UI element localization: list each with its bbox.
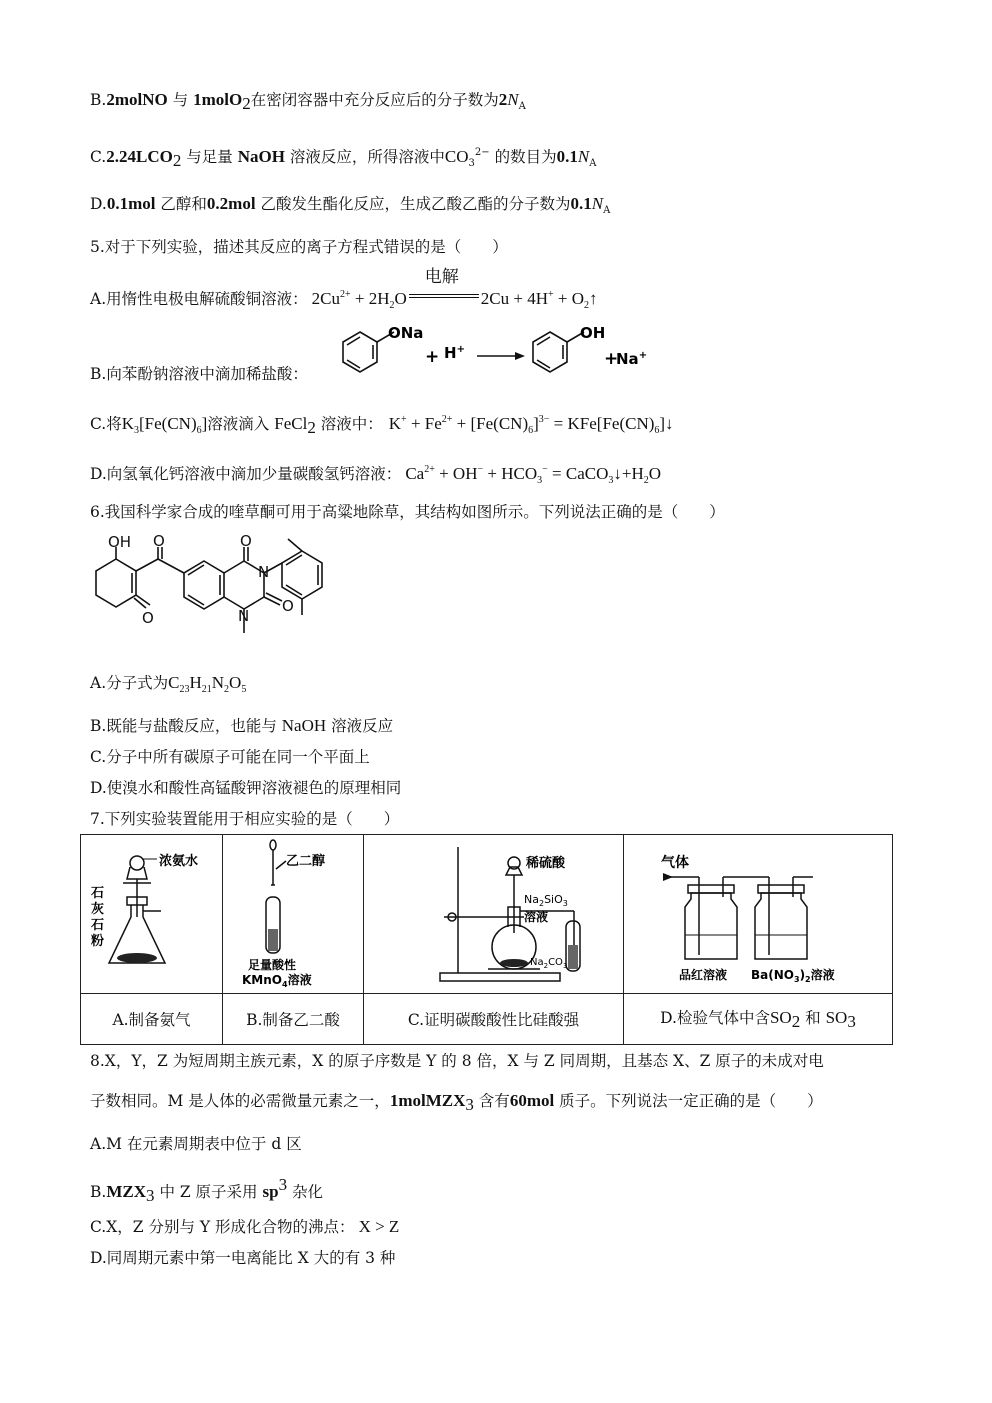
struct-n-label-2: N: [238, 607, 250, 625]
q4-option-d: D.0.1mol 乙醇和0.2mol 乙酸发生酯化反应，生成乙酸乙酯的分子数为$0.1N_A$: [90, 194, 611, 216]
caption-a: A.制备氨气: [81, 994, 223, 1045]
q6-option-b: B.既能与盐酸反应，也能与 NaOH 溶液反应: [90, 716, 394, 735]
label-na2co3: $Na_2CO_3$: [529, 957, 567, 970]
quinotrione-structure: [88, 533, 340, 653]
q6-stem: 6.我国科学家合成的喹草酮可用于高粱地除草，其结构如图所示。下列说法正确的是（ ）: [90, 503, 725, 521]
q6-option-c: C.分子中所有碳原子可能在同一个平面上: [90, 748, 370, 766]
apparatus-d-cell: [624, 835, 893, 994]
apparatus-table: [80, 834, 893, 1045]
q6-option-d: D.使溴水和酸性高锰酸钾溶液褪色的原理相同: [90, 779, 402, 797]
q5-option-d: D.向氢氧化钙溶液中滴加少量碳酸氢钙溶液： $Ca^{2+} + OH^- + HCO_3^-$ = $CaCO_3↓+H_2O$: [90, 464, 662, 486]
q4-option-b: B.2molNO 与 1molO$_2$在密闭容器中充分反应后的分子数为$2N_A$: [90, 90, 526, 113]
sodium-ion-label: Na+: [616, 350, 648, 368]
label-solution: 溶液: [523, 910, 548, 924]
q4-option-c: $C.2.24LCO_2$ 与足量 NaOH 溶液反应，所得溶液中$CO_3^{2-}$ 的数目为$0.1N_A$: [90, 147, 597, 170]
caption-d: D.检验气体中含$SO_2$ 和 $SO_3$: [624, 994, 893, 1045]
label-acidic: 足量酸性: [248, 958, 297, 972]
label-na2sio3: $Na_2SiO_3$: [523, 893, 568, 908]
q8-option-c: C.X，Z 分别与 Y 形成化合物的沸点： X > Z: [90, 1217, 400, 1236]
caption-c: C.证明碳酸酸性比硅酸强: [364, 994, 624, 1045]
q5-option-c: C.将$K_3[Fe(CN)_6]$溶液滴入 FeCl$_2$ 溶液中： $K^+ + Fe^{2+} + [Fe(CN)_6]^{3-}$ = $KFe[Fe(CN)_6]↓$: [90, 414, 674, 437]
q5-option-b-text: B.向苯酚钠溶液中滴加稀盐酸：: [90, 365, 308, 383]
label-limestone-4: 粉: [90, 934, 104, 949]
label-barium-nitrate: $Ba(NO_3)_2$溶液: [751, 968, 835, 984]
gas-test-apparatus-figure: [633, 837, 883, 987]
q8-option-d: D.同周期元素中第一电离能比 X 大的有 3 种: [90, 1249, 396, 1267]
struct-o-label-2: O: [142, 609, 154, 627]
label-limestone-3: 石: [90, 918, 104, 933]
oh-label: OH: [580, 324, 606, 342]
proton-label: H+: [444, 344, 465, 362]
struct-o-label-4: O: [282, 597, 294, 615]
plus-sign-2: +: [604, 349, 619, 369]
label-ethylene-glycol: 乙二醇: [286, 854, 326, 869]
apparatus-b-cell: [223, 835, 364, 994]
q6-option-a: A.分子式为$C_{23}H_{21}N_2O_5$: [90, 673, 247, 695]
q8-option-a: A.M 在元素周期表中位于 d 区: [90, 1135, 302, 1153]
struct-n-label-1: N: [258, 563, 270, 581]
q8-line-1: 8.X，Y，Z 为短周期主族元素，X 的原子序数是 Y 的 8 倍，X 与 Z 同周期，且基态 X、Z 原子的未成对电: [90, 1052, 824, 1070]
electrolysis-arrow: [409, 267, 479, 304]
label-dilute-sulfuric: 稀硫酸: [525, 856, 565, 871]
label-limestone-1: 石: [90, 886, 104, 901]
apparatus-a-cell: [81, 835, 223, 994]
q8-option-b: $B.MZX_3$ 中 Z 原子采用 $sp^3$ 杂化: [90, 1175, 324, 1205]
reaction-arrow-head: [515, 352, 525, 360]
caption-b: B.制备乙二酸: [223, 994, 364, 1045]
ona-label: ONa: [388, 324, 424, 342]
struct-o-label-3: O: [240, 533, 252, 550]
carbonic-acid-apparatus-figure: [374, 837, 614, 987]
label-magenta-solution: 品红溶液: [679, 968, 728, 982]
plus-sign: +: [425, 347, 440, 367]
label-gas: 气体: [661, 855, 689, 871]
q5-stem: 5.对于下列实验，描述其反应的离子方程式错误的是（ ）: [90, 238, 508, 256]
struct-oh-label: OH: [108, 533, 132, 551]
q8-line-2: 子数相同。M 是人体的必需微量元素之一，1molMZX$_3$ 含有60mol 质子。下列说法一定正确的是（ ）: [90, 1091, 823, 1114]
label-conc-ammonia: 浓氨水: [158, 854, 198, 869]
label-limestone-2: 灰: [90, 902, 104, 917]
oxalic-acid-apparatus-figure: [228, 837, 358, 987]
q7-stem: 7.下列实验装置能用于相应实验的是（ ）: [90, 810, 400, 828]
q5-option-a: A.用惰性电极电解硫酸铜溶液： $2Cu^{2+} + 2H_2O$ 电解 $2Cu + 4H^+ + O_2↑$: [90, 267, 598, 311]
phenoxide-reaction-figure: [332, 320, 662, 385]
struct-o-label-1: O: [153, 533, 165, 550]
label-kmno4: KMnO$_4$溶液: [242, 973, 312, 987]
ammonia-apparatus-figure: [87, 837, 217, 987]
apparatus-c-cell: [364, 835, 624, 994]
electrolysis-condition: 电解: [424, 267, 459, 287]
